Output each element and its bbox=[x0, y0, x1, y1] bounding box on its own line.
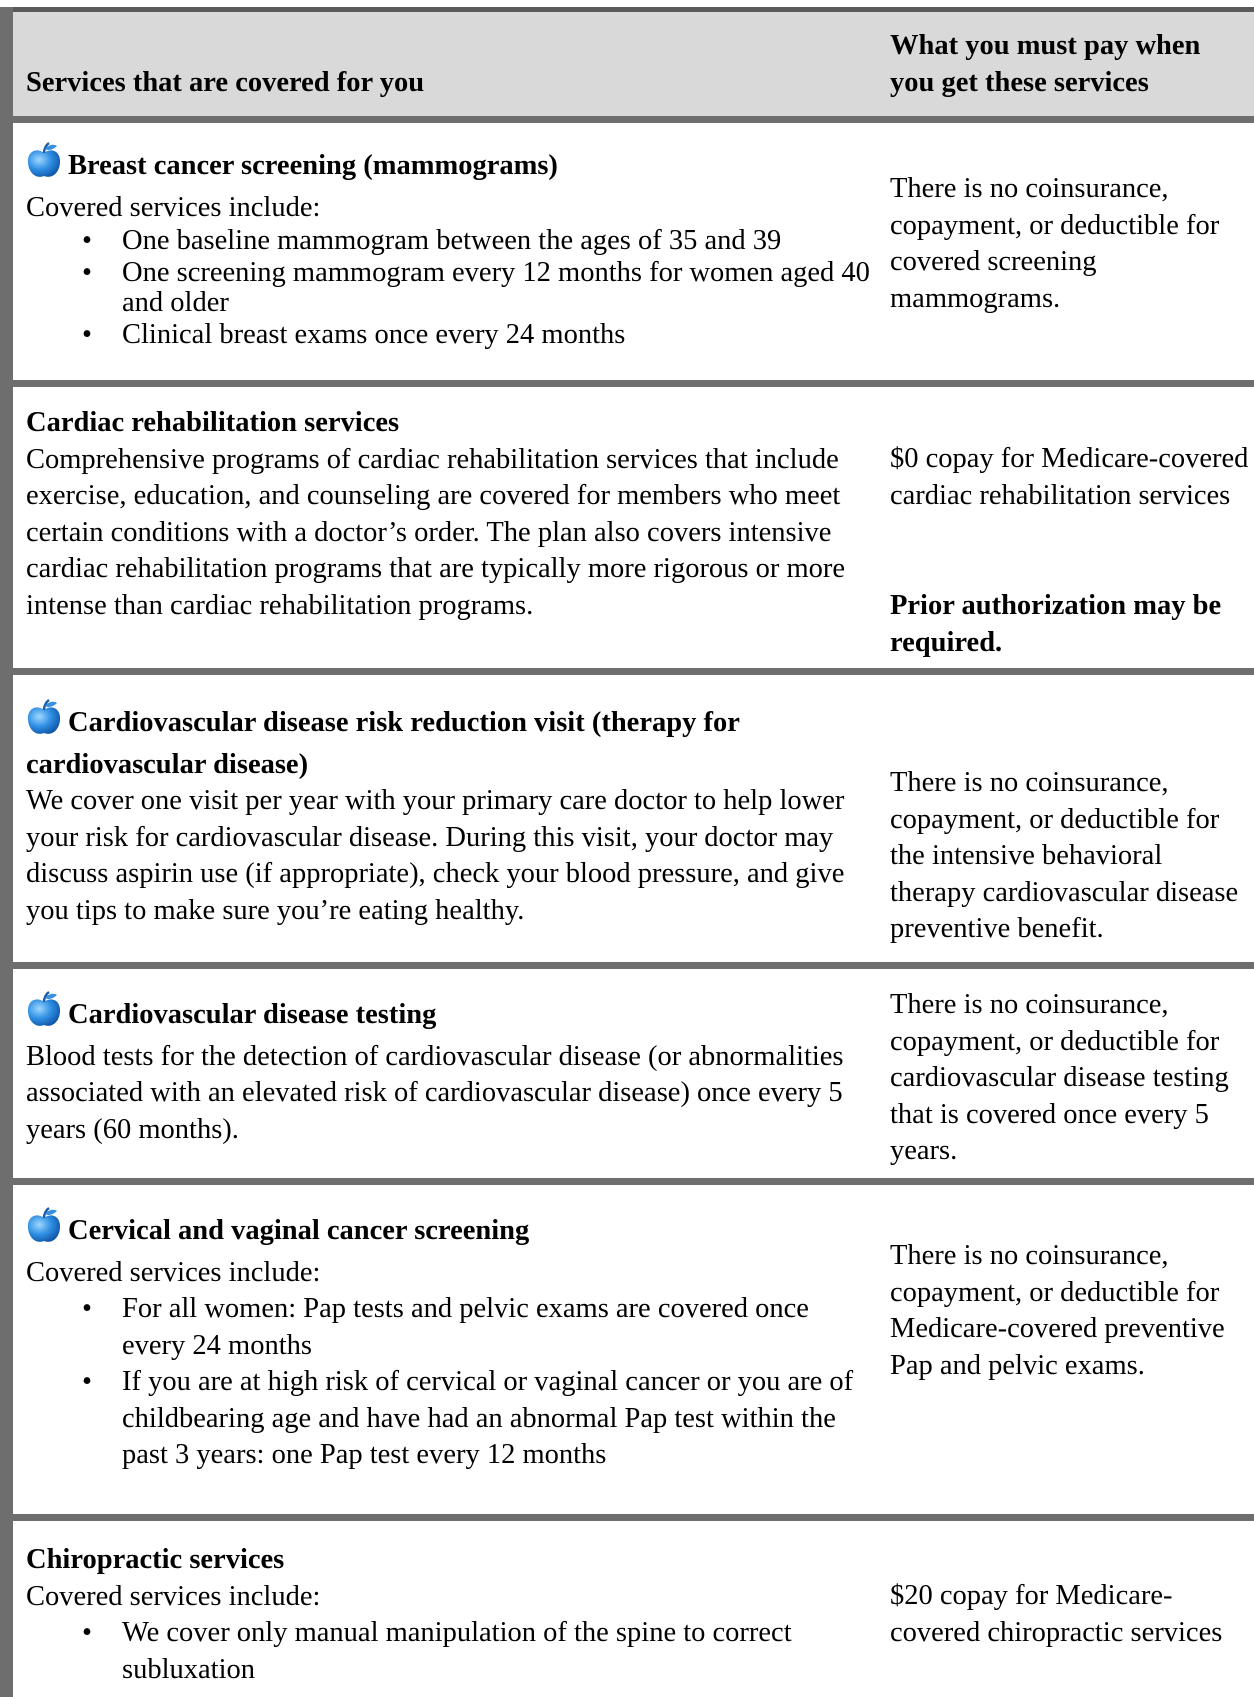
prior-authorization-note: Prior authorization may be required. bbox=[890, 590, 1222, 658]
apple-icon bbox=[26, 141, 62, 190]
row-divider bbox=[13, 668, 1254, 675]
apple-icon bbox=[26, 698, 62, 747]
row-divider bbox=[13, 962, 1254, 969]
row-divider bbox=[13, 1514, 1254, 1521]
service-title: Chiropractic services bbox=[26, 1544, 285, 1575]
cost-text: $20 copay for Medicare-covered chiropractic services bbox=[890, 1580, 1223, 1648]
table-row: Cervical and vaginal cancer screening Covered services include: • For all women: Pap tests and pelvic exams are covered once every 24 months • If you are at high risk of cervical or vaginal cancer or you are of childbearing age and have had an abnormal Pap test within the past 3 years: one Pap test every 12 months bbox=[26, 1206, 871, 1474]
pay-column-header: What you must pay when you get these services bbox=[890, 30, 1201, 98]
list-item: • For all women: Pap tests and pelvic exams are covered once every 24 months bbox=[26, 1291, 871, 1364]
list-item: • One baseline mammogram between the ages of 35 and 39 bbox=[26, 226, 871, 256]
row-divider bbox=[13, 380, 1254, 387]
bullet-list bbox=[26, 226, 871, 350]
service-title: Breast cancer screening (mammograms) bbox=[26, 141, 871, 190]
cost-text: $0 copay for Medicare-covered cardiac rehabilitation services bbox=[890, 443, 1249, 511]
list-item: • If you are at high risk of cervical or vaginal cancer or you are of childbearing age and have had an abnormal Pap test within the past 3 years: one Pap test every 12 months bbox=[26, 1364, 871, 1474]
row-divider bbox=[13, 1178, 1254, 1185]
service-title: Cardiovascular disease risk reduction visit (therapy for cardiovascular disease) bbox=[26, 698, 871, 783]
bullet-list bbox=[26, 1615, 871, 1688]
service-description: Blood tests for the detection of cardiovascular disease (or abnormalities associated with an elevated risk of cardiovascular disease) once every 5 years (60 months). bbox=[26, 1040, 844, 1145]
table-row: Chiropractic services Covered services include: • We cover only manual manipulation of the spine to correct subluxation bbox=[26, 1542, 871, 1688]
service-title: Cervical and vaginal cancer screening bbox=[26, 1206, 871, 1255]
table-row bbox=[26, 405, 871, 624]
service-title: Cardiovascular disease testing bbox=[26, 990, 871, 1039]
table-row: Breast cancer screening (mammograms) Covered services include: • One baseline mammogram between the ages of 35 and 39 • One screening mammogram every 12 months for women aged 40 and older • Clinical breast exams once every 24 months bbox=[26, 141, 871, 350]
cost-text: There is no coinsurance, copayment, or deductible for covered screening mammograms. bbox=[890, 173, 1220, 314]
table-row bbox=[26, 990, 871, 1148]
apple-icon bbox=[26, 1206, 62, 1255]
service-description: Comprehensive programs of cardiac rehabilitation services that include exercise, education, and counseling are covered for members who meet certain conditions with a doctor’s order. The plan also covers intensive cardiac rehabilitation programs that are typically more rigorous or more intense than cardiac rehabilitation programs. bbox=[26, 443, 846, 621]
table-left-border bbox=[0, 7, 13, 1697]
table-row bbox=[26, 698, 871, 929]
service-title: Cardiac rehabilitation services bbox=[26, 407, 400, 438]
cost-text: There is no coinsurance, copayment, or deductible for cardiovascular disease testing that is covered once every 5 years. bbox=[890, 989, 1229, 1166]
bullet-list bbox=[26, 1291, 871, 1474]
services-column-header: Services that are covered for you bbox=[26, 67, 425, 98]
list-item: • We cover only manual manipulation of the spine to correct subluxation bbox=[26, 1615, 871, 1688]
list-item: • Clinical breast exams once every 24 months bbox=[26, 320, 871, 350]
list-item: • One screening mammogram every 12 months for women aged 40 and older bbox=[26, 258, 871, 318]
service-description: We cover one visit per year with your primary care doctor to help lower your risk for cardiovascular disease. During this visit, your doctor may discuss aspirin use (if appropriate), check your blood pressure, and give you tips to make sure you’re eating healthy. bbox=[26, 785, 845, 926]
cost-text: There is no coinsurance, copayment, or deductible for the intensive behavioral therapy cardiovascular disease preventive benefit. bbox=[890, 767, 1239, 944]
apple-icon bbox=[26, 990, 62, 1039]
cost-text: There is no coinsurance, copayment, or deductible for Medicare-covered preventive Pap and pelvic exams. bbox=[890, 1240, 1225, 1381]
row-divider bbox=[13, 116, 1254, 123]
